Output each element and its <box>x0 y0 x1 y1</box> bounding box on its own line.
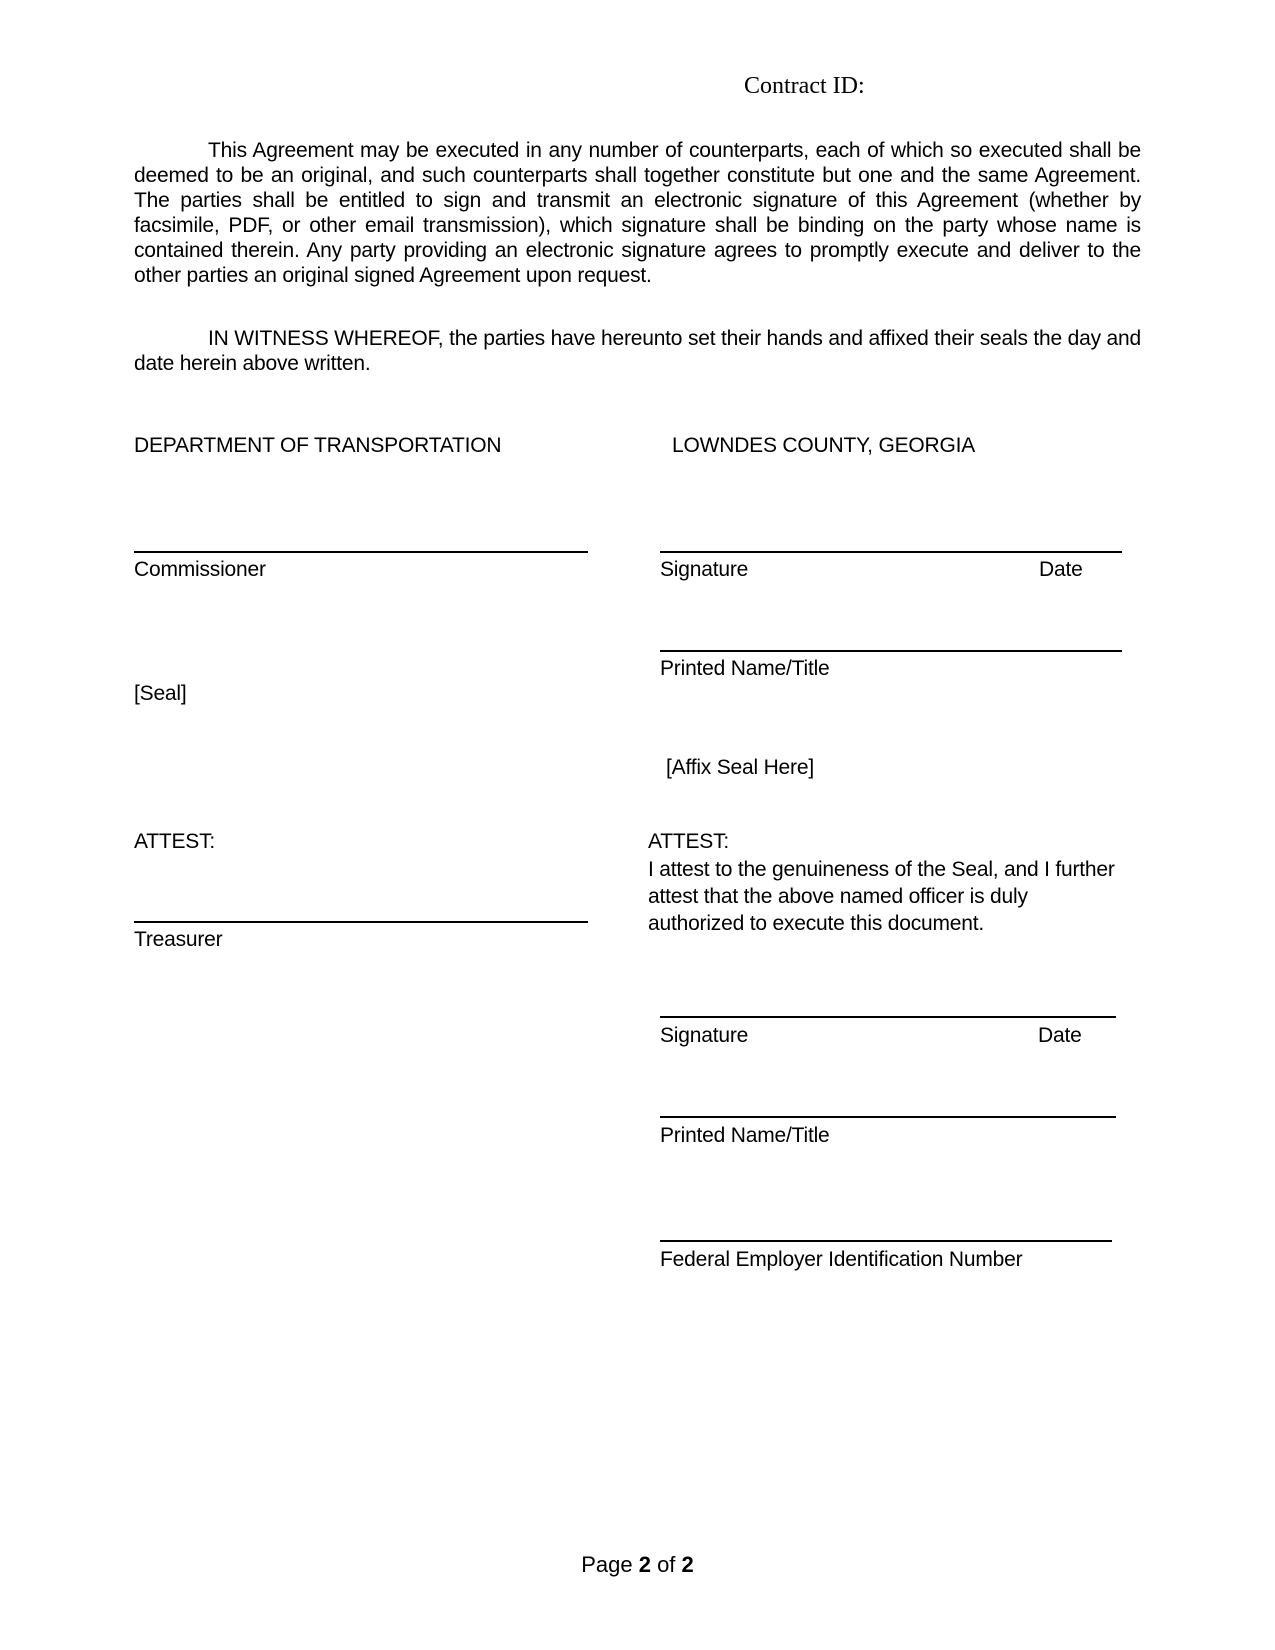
left-party-name: DEPARTMENT OF TRANSPORTATION <box>134 434 502 457</box>
printed-name-label-1: Printed Name/Title <box>660 657 830 680</box>
commissioner-signature-line[interactable] <box>134 551 588 553</box>
footer-page-total: 2 <box>681 1552 694 1577</box>
fein-line[interactable] <box>660 1240 1112 1242</box>
attest-statement: I attest to the genuineness of the Seal, and I further attest that the above named officer is duly authorized to execute this document. <box>648 858 1115 935</box>
witness-paragraph: IN WITNESS WHEREOF, the parties have hereunto set their hands and affixed their seals the day and date herein above written. <box>134 327 1141 375</box>
date-label-1: Date <box>1039 558 1083 581</box>
footer-page-prefix: Page <box>581 1552 639 1577</box>
printed-name-line-2[interactable] <box>660 1116 1116 1118</box>
footer-of-text: of <box>650 1552 682 1577</box>
county-signature-line-1[interactable] <box>660 551 1122 553</box>
date-label-2: Date <box>1038 1024 1082 1047</box>
signature-label-2: Signature <box>660 1024 749 1047</box>
county-signature-line-2[interactable] <box>660 1016 1116 1018</box>
printed-name-label-2: Printed Name/Title <box>660 1124 830 1147</box>
treasurer-signature-line[interactable] <box>134 921 588 923</box>
treasurer-label: Treasurer <box>134 928 223 951</box>
affix-seal-placeholder: [Affix Seal Here] <box>666 756 814 779</box>
page-footer <box>0 1552 1275 1578</box>
seal-placeholder: [Seal] <box>134 682 187 705</box>
right-attest-label: ATTEST: <box>648 830 730 853</box>
right-party-name: LOWNDES COUNTY, GEORGIA <box>672 434 976 457</box>
left-attest-label: ATTEST: <box>134 830 216 853</box>
signature-label-1: Signature <box>660 558 749 581</box>
contract-id-label: Contract ID: <box>744 73 865 99</box>
footer-page-number: 2 <box>638 1552 651 1577</box>
commissioner-label: Commissioner <box>134 558 266 581</box>
contract-id-value-field[interactable] <box>888 73 1088 99</box>
counterparts-paragraph: This Agreement may be executed in any number of counterparts, each of which so executed shall be deemed to be an original, and such counterparts shall together constitute but one and the same Agreement. The parties shall be entitled to sign and transmit an electronic signature of this Agreement (whether by facsimile, PDF, or other email transmission), which signature shall be binding on the party whose name is contained therein. Any party providing an electronic signature agrees to promptly execute and deliver to the other parties an original signed Agreement upon request. <box>134 139 1141 287</box>
printed-name-line-1[interactable] <box>660 650 1122 652</box>
fein-label: Federal Employer Identification Number <box>660 1248 1023 1271</box>
